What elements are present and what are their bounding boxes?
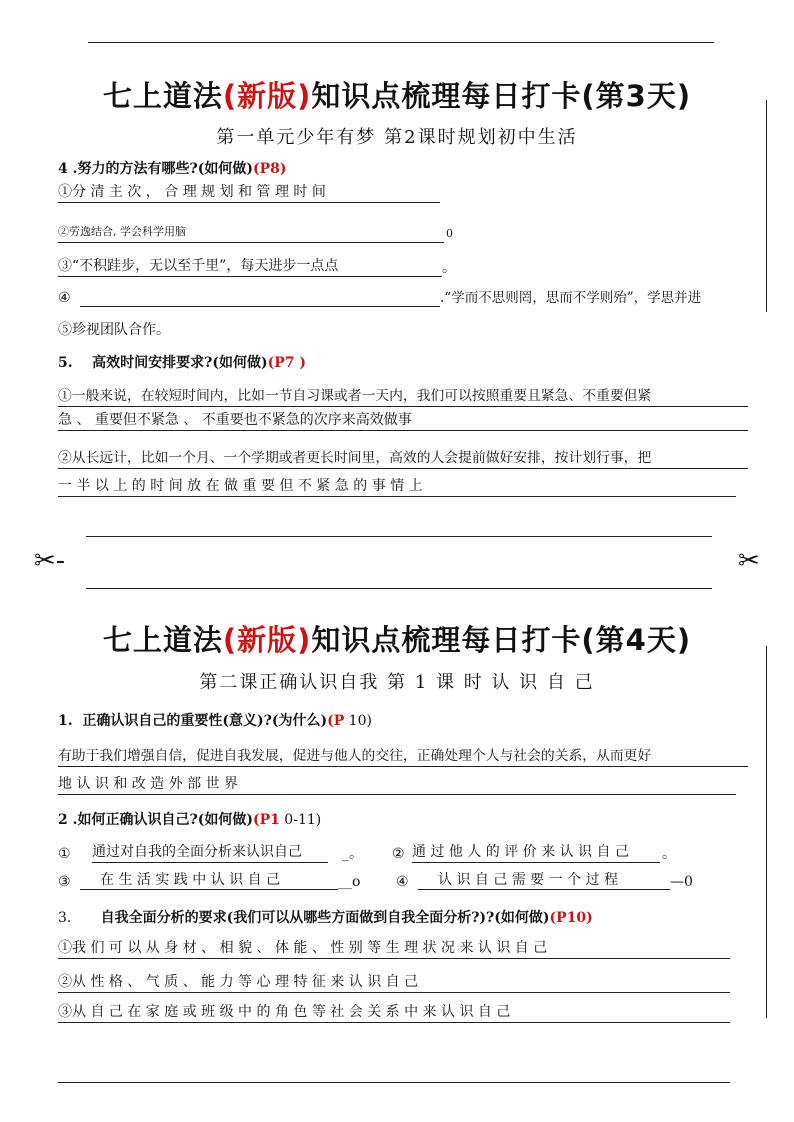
title-text-end: 知识点梳理每日打卡(第4天) (311, 623, 692, 657)
answer-line: ②劳逸结合, 学会科学用脑 (58, 222, 444, 243)
answer-line: 地 认 识 和 改 造 外 部 世 界 (58, 774, 736, 795)
answer-number: ③ (58, 874, 71, 890)
title-text-end: 知识点梳理每日打卡(第3天) (311, 79, 692, 113)
answer-line: 有助于我们增强自信，促进自我发展，促进与他人的交往，正确处理个人与社会的关系，从而更好 (58, 746, 748, 767)
scissors-right-icon: ✂ (738, 546, 760, 576)
answer-end-mark: —0 (670, 874, 693, 890)
cut-rule-bottom (86, 588, 712, 589)
question-4: 4 .努力的方法有哪些?(如何做)(P8) (58, 161, 287, 177)
title-red-text: (新版) (222, 623, 312, 657)
answer-line: ①分 清 主 次 ， 合 理 规 划 和 管 理 时 间 (58, 182, 440, 203)
question-2: 2 .如何正确认识自己?(如何做)(P1 0-11) (58, 812, 322, 828)
day4-subtitle: 第二课正确认识自我 第 1 课 时 认 识 自 己 (199, 672, 595, 693)
answer-line: ②从长远计，比如一个月、一个学期或者更长时间里，高效的人会提前做好安排，按计划行事，把 (58, 448, 748, 469)
answer-number: ④ (396, 874, 409, 890)
answer-line: ②从 性 格 、 气 质 、 能 力 等 心 理 特 征 来 认 识 自 己 (58, 972, 730, 993)
day3-title (0, 74, 794, 115)
answer-end-mark: 0 (446, 227, 453, 240)
answer-number: ① (58, 846, 71, 862)
answer-line: 急 、 重要但不紧急 、 不重要也不紧急的次序来高效做事 (58, 410, 748, 431)
answer-line: 在 生 活 实 践 中 认 识 自 己 (80, 870, 338, 890)
answer-line: 一 半 以 上 的 时 间 放 在 做 重 要 但 不 紧 急 的 事 情 上 (58, 476, 736, 497)
answer-end-mark: _。 (342, 846, 363, 862)
question-1: 1. 正确认识自己的重要性(意义)?(为什么)(P 10) (58, 713, 372, 729)
answer-line: ①我 们 可 以 从 身 材 、 相 貌 、 体 能 、 性 别 等 生 理 状 况 来 认 识 自 己 (58, 938, 730, 959)
question-3: 3. 自我全面分析的要求(我们可以从哪些方面做到自我全面分析?)?(如何做)(P10) (58, 910, 593, 926)
scissors-left-icon: ✂- (34, 546, 66, 576)
title-red-text: (新版) (222, 79, 312, 113)
answer-number: ② (392, 846, 405, 862)
top-rule (88, 42, 714, 43)
answer-line: 通 过 他 人 的 评 价 来 认 识 自 己 (412, 842, 660, 863)
answer-line: ①一般来说，在较短时间内，比如一节自习课或者一天内，我们可以按照重要且紧急、不重要但紧 (58, 386, 748, 407)
answer-end-mark: __o (338, 874, 361, 890)
title-text: 七上道法 (102, 623, 223, 657)
answer-text: .“学而不思则罔，思而不学则殆”，学思并进 (440, 290, 702, 306)
answer-end-mark: 。 (662, 846, 676, 862)
right-margin-rule (766, 646, 767, 1018)
answer-line: ③从 自 己 在 家 庭 或 班 级 中 的 角 色 等 社 会 关 系 中 来 认 识 自 己 (58, 1002, 730, 1023)
answer-text: ⑤珍视团队合作。 (58, 322, 170, 338)
day3-subtitle: 第一单元少年有梦 第2课时规划初中生活 (216, 127, 578, 148)
question-5: 5. 高效时间安排要求?(如何做)(P7 ) (58, 355, 306, 371)
answer-line: 通过对自我的全面分析来认识自己 (92, 842, 328, 863)
answer-end-mark: 。 (442, 260, 456, 276)
blank-line (80, 286, 440, 307)
cut-rule-top (86, 536, 712, 537)
day4-title (0, 618, 794, 659)
answer-line: 认 识 自 己 需 要 一 个 过 程 (418, 870, 670, 890)
bottom-rule (58, 1082, 730, 1083)
answer-line: ③“不积跬步，无以至千里”，每天进步一点点 (58, 256, 442, 277)
answer-number: ④ (58, 290, 71, 306)
title-text: 七上道法 (102, 79, 223, 113)
